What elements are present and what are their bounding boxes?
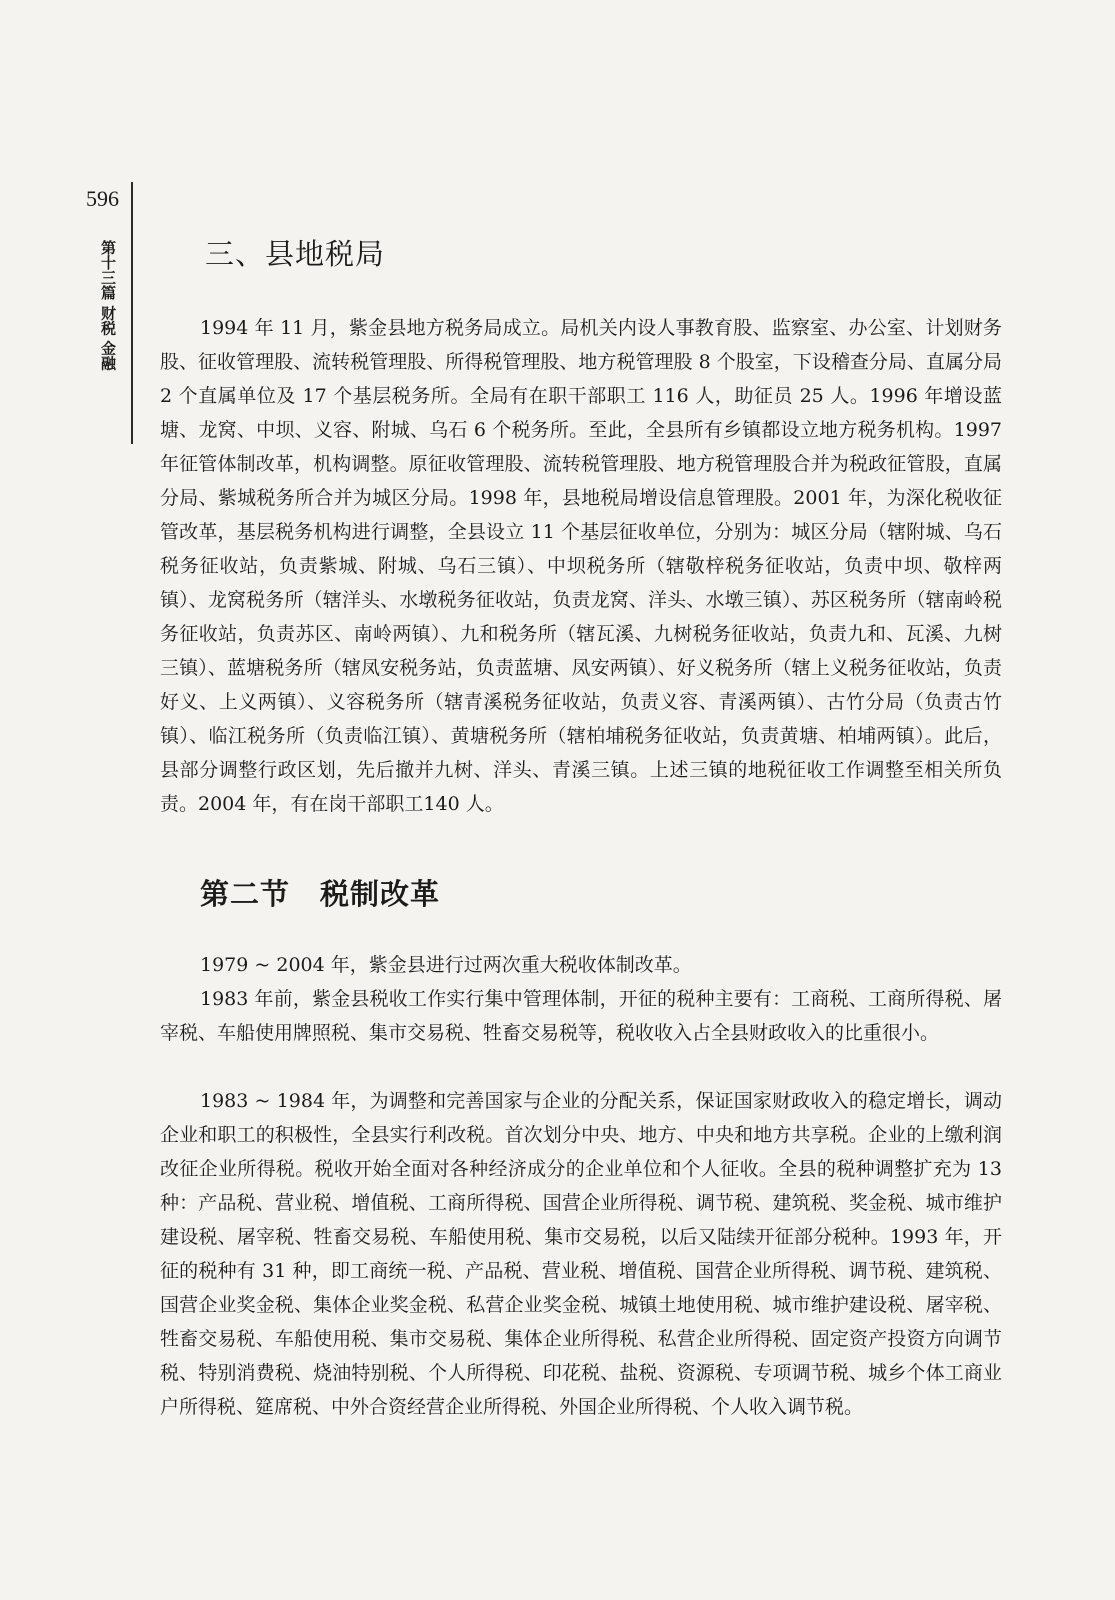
paragraph-reform-intro: 1979 ~ 2004 年，紫金县进行过两次重大税收体制改革。 — [200, 954, 692, 976]
paragraph-before-1983: 1983 年前，紫金县税收工作实行集中管理体制，开征的税种主要有：工商税、工商所得税、屠宰税、车船使用牌照税、集市交易税、牲畜交易税等，税收收入占全县财政收入的比重很小。 — [160, 988, 1002, 1044]
section-title: 三、县地税局 — [205, 237, 386, 271]
running-header-side-label: 第十三篇 财税 金融 — [99, 240, 117, 371]
chapter-title: 第二节 税制改革 — [200, 877, 441, 911]
margin-rule — [131, 182, 133, 444]
page-number: 596 — [86, 186, 119, 211]
paragraph-local-tax-bureau: 1994 年 11 月，紫金县地方税务局成立。局机关内设人事教育股、监察室、办公室、计划财务股、征收管理股、流转税管理股、所得税管理股、地方税管理股 8 个股室，下设稽查分局、直属分局 2 个直属单位及 17 个基层税务所。全局有在职干部职工 116 人，助征员 25 人。1996 年增设蓝塘、龙窝、中坝、义容、附城、乌石 6 个税务所。至此，全县所有乡镇都设立地方税务机构。1997 年征管体制改革，机构调整。原征收管理股、流转税管理股、地方税管理股合并为税政征管股，直属分局、紫城税务所合并为城区分局。1998 年，县地税局增设信息管理股。2001 年，为深化税收征管改革，基层税务机构进行调整，全县设立 11 个基层征收单位，分别为：城区分局（辖附城、乌石税务征收站，负责紫城、附城、乌石三镇）、中坝税务所（辖敬梓税务征收站，负责中坝、敬梓两镇）、龙窝税务所（辖洋头、水墩税务征收站，负责龙窝、洋头、水墩三镇）、苏区税务所（辖南岭税务征收站，负责苏区、南岭两镇）、九和税务所（辖瓦溪、九树税务征收站，负责九和、瓦溪、九树三镇）、蓝塘税务所（辖凤安税务站，负责蓝塘、凤安两镇）、好义税务所（辖上义税务征收站，负责好义、上义两镇）、义容税务所（辖青溪税务征收站，负责义容、青溪两镇）、古竹分局（负责古竹镇）、临江税务所（负责临江镇）、黄塘税务所（辖柏埔税务征收站，负责黄塘、柏埔两镇）。此后，县部分调整行政区划，先后撤并九树、洋头、青溪三镇。上述三镇的地税征收工作调整至相关所负责。2004 年，有在岗干部职工140 人。 — [160, 317, 1002, 815]
paragraph-1983-1984-reform: 1983 ~ 1984 年，为调整和完善国家与企业的分配关系，保证国家财政收入的稳定增长，调动企业和职工的积极性，全县实行利改税。首次划分中央、地方、中央和地方共享税。企业的上缴利润改征企业所得税。税收开始全面对各种经济成分的企业单位和个人征收。全县的税种调整扩充为 13 种：产品税、营业税、增值税、工商所得税、国营企业所得税、调节税、建筑税、奖金税、城市维护建设税、屠宰税、牲畜交易税、车船使用税、集市交易税，以后又陆续开征部分税种。1993 年，开征的税种有 31 种，即工商统一税、产品税、营业税、增值税、国营企业所得税、调节税、建筑税、国营企业奖金税、集体企业奖金税、私营企业奖金税、城镇土地使用税、城市维护建设税、屠宰税、牲畜交易税、车船使用税、集市交易税、集体企业所得税、私营企业所得税、固定资产投资方向调节税、特别消费税、烧油特别税、个人所得税、印花税、盐税、资源税、专项调节税、城乡个体工商业户所得税、筵席税、中外合资经营企业所得税、外国企业所得税、个人收入调节税。 — [160, 1090, 1002, 1418]
